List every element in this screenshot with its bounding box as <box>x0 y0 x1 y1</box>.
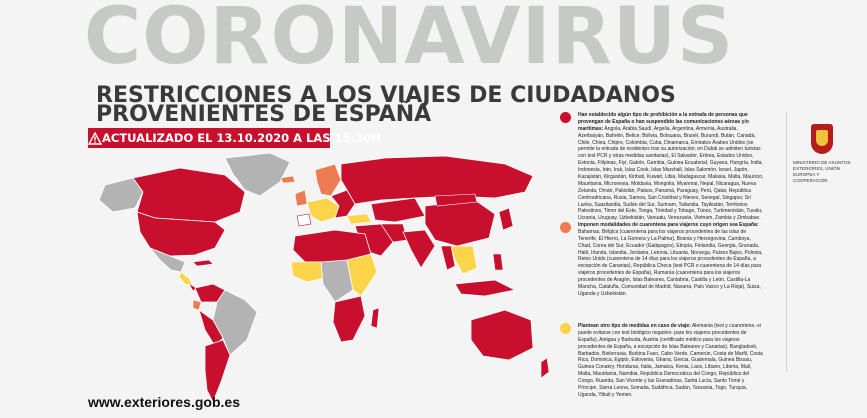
legend-item-prohibition <box>560 112 765 222</box>
legend-text: Angola, Arabia Saudí, Argelia, Argentina, Armenia, Australia, Azerbaiyán, Bahréin, Belice, Bolivia, Botsuana, Brunéi, Burundi, Bután, Canadá, Chile, China, Chipre, Colombia, Cuba, Dinamarca, Emiratos Árabes Unidos (se permite la entrada de residentes tras su autorización; en Dubái se admiten turistas con test PCR y otras medidas sanitarias), El Salvador, Eritrea, Estados Unidos, Estonia, Filipinas, Fiyi, Gabón, Gambia, Guinea Ecuatorial, Guyana, Hungría, India, Indonesia, Irán, Irak, Islas Cook, Islas Marshall, Islas Salomón, Israel, Japón, Kazajistán, Kirguistán, Kiribati, Kuwait, Libia, Madagascar, Malasia, Malta, Mauricio, Mauritania, Micronesia, Moldavia, Mongolia, Myanmar, Nepal, Nicaragua, Nueva Zelanda, Omán, Pakistán, Palaos, Panamá, Paraguay, Perú, Qatar, República Centroafricana, Rusia, Samoa, San Cristóbal y Nieves, Senegal, Singapur, Sri Lanka, Suazilandia, Sudán del Sur, Surinam, Tailandia, Tayikistán, Territorios Palestinos, Timor del Este, Tonga, Trinidad y Tobago, Túnez, Turkmenistán, Tuvalu, Ucrania, Uruguay, Uzbekistán, Vanuatu, Venezuela, Vietnam, Zambia y Zimbabue. <box>578 125 764 222</box>
map-indochina <box>451 246 477 274</box>
world-map <box>85 150 555 412</box>
coat-of-arms-icon <box>811 124 833 154</box>
map-central-america <box>179 272 193 286</box>
legend-dot-red <box>560 112 571 123</box>
warning-icon <box>88 132 102 145</box>
map-australia <box>471 310 533 360</box>
map-indonesia <box>455 280 515 296</box>
legend-text: Alemania (test y cuarentena -si puede evitarse con test biológico negativo- para los viajeros procedentes de España), Antigua y Barbuda, Austria (certificado médico para los viajeros procedentes de España, a excepción de Islas Baleares y Canarias), Bangladesh, Barbados, Bielorrusia, Burkina Faso, Cabo Verde, Camerún, Costa de Marfil, Costa Rica, Dominica, Egipto, Eslovenia, Ghana, Grecia, Guatemala, Guinea Bissau, Guinea Conakry, Honduras, Italia, Jamaica, Kenia, Laos, Líbano, Liberia, Malí, Malta, Mauritania, Namibia, República Democrática del Congo, República del Congo, Ruanda, San Vicente y las Granadinas, Santa Lucía, Santo Tomé y Príncipe, Sierra Leona, Somalia, Sudáfrica, Sudán, Tanzania, Togo, Turquía, Ugandа, Yibuti y Yemen. <box>578 323 763 398</box>
map-uk-ireland <box>295 190 307 206</box>
map-turkey <box>347 214 371 224</box>
website-link[interactable]: www.exteriores.gob.es <box>88 394 240 410</box>
legend-text: Bahamas, Bélgica (cuarentena para los viajeros procedentes de las islas de Tenerife, El Hierro, La Gomera y La Palma), Bosnia y Herzegovina, Camboya, Chad, Corea del Sur, Ecuador (Galápagos), Etiopía, Finlandia, Georgia, Granada, Haití, Irlanda, Islandia, Jordania, Letonia, Lituania, Noruega, Países Bajos, Polonia, Reino Unido (cuarentena de 14 días para los viajeros procedentes de España, a excepción de Canarias), República Checa (test PCR o cuarentena de 14 días para viajeros procedentes de España), Rumanía (cuarentena para los viajeros procedentes de Aragón, Islas Baleares, Cantabria, Castilla y León, Castilla-La Mancha, Cataluña, Comunidad de Madrid, Navarra, País Vasco y La Rioja), Suiza, Uganda y Uzbekistán. <box>578 228 763 297</box>
update-banner <box>88 128 381 148</box>
legend-item-quarantine <box>560 222 765 298</box>
map-india <box>403 230 435 268</box>
ministry-logo <box>786 112 857 372</box>
legend-heading: Han establecido algún tipo de prohibición a la entrada de personas que provengan de España o han suspendido las comunicaciones aéreas y/o marítimas: <box>578 112 749 132</box>
map-philippines <box>493 254 503 270</box>
map-scandinavia <box>315 164 341 196</box>
map-new-zealand <box>541 358 549 378</box>
update-banner-text: ACTUALIZADO EL 13.10.2020 A LAS 15:30H <box>102 131 381 145</box>
map-spain <box>297 214 311 226</box>
map-caribbean <box>193 260 213 266</box>
legend-item-other-measures <box>560 323 765 399</box>
map-southern-cone <box>205 340 230 402</box>
ministry-name: MINISTERIO DE ASUNTOS EXTERIORES, UNIÓN EUROPEA Y COOPERACIÓN <box>793 160 851 183</box>
legend-heading: Plantean otro tipo de medidas en caso de viaje: <box>578 323 691 329</box>
map-china <box>425 200 495 246</box>
title: CORONAVIRUS <box>84 0 735 82</box>
map-southern-africa <box>333 296 365 342</box>
legend-heading: Imponen modalidades de cuarentena para viajeros cuyo origen sea España: <box>578 222 759 228</box>
legend-dot-orange <box>560 222 571 233</box>
map-madagascar <box>371 308 379 328</box>
subtitle-line-1: RESTRICCIONES A LOS VIAJES DE CIUDADANOS <box>96 83 676 108</box>
map-central-asia <box>371 198 425 222</box>
legend-dot-yellow <box>560 323 571 334</box>
map-western-europe <box>307 198 339 222</box>
map-west-africa <box>291 262 325 282</box>
subtitle-line-2: PROVENIENTES DE ESPAÑA <box>96 102 432 127</box>
map-ecuador <box>193 300 201 310</box>
map-canada <box>133 168 245 222</box>
map-korea-japan <box>499 208 513 230</box>
map-iceland <box>281 176 295 183</box>
